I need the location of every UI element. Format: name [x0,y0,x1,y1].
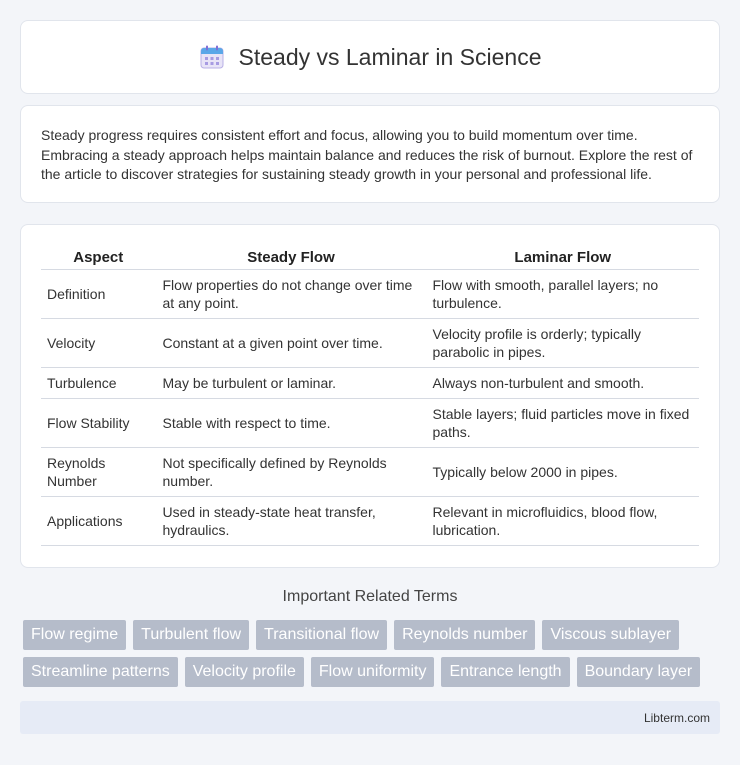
table-cell: Flow with smooth, parallel layers; no turbulence. [426,270,699,319]
table-cell: Definition [41,270,156,319]
comparison-card [20,224,720,568]
table-row [41,270,699,319]
table-cell: Applications [41,497,156,546]
related-terms-list [23,620,723,687]
column-header: Steady Flow [156,243,426,270]
table-cell: Stable layers; fluid particles move in fixed paths. [426,399,699,448]
table-cell: Used in steady-state heat transfer, hydraulics. [156,497,426,546]
intro-card [20,105,720,203]
column-header: Laminar Flow [426,243,699,270]
table-row [41,448,699,497]
related-term-tag[interactable]: Transitional flow [256,620,387,650]
related-term-tag[interactable]: Streamline patterns [23,657,178,687]
related-term-tag[interactable]: Viscous sublayer [542,620,679,650]
related-terms-title: Important Related Terms [282,588,458,605]
intro-text: Steady progress requires consistent effort and focus, allowing you to build momentum over time. Embracing a steady approach helps maintain balance and reduces the risk of burnout. Explore the rest of the article to discover strategies for sustaining steady growth in your personal and professional life. [41,127,693,182]
table-cell: Typically below 2000 in pipes. [426,448,699,497]
related-term-tag[interactable]: Velocity profile [185,657,304,687]
table-cell: Not specifically defined by Reynolds number. [156,448,426,497]
table-cell: Turbulence [41,368,156,399]
table-cell: Constant at a given point over time. [156,319,426,368]
related-term-tag[interactable]: Reynolds number [394,620,535,650]
table-cell: Relevant in microfluidics, blood flow, lubrication. [426,497,699,546]
table-row [41,399,699,448]
table-cell: Flow properties do not change over time at any point. [156,270,426,319]
related-term-tag[interactable]: Flow regime [23,620,126,650]
table-row [41,319,699,368]
table-cell: Always non-turbulent and smooth. [426,368,699,399]
table-cell: Flow Stability [41,399,156,448]
table-row [41,368,699,399]
footer-site-link[interactable]: Libterm.com [643,710,710,725]
table-cell: Reynolds Number [41,448,156,497]
page-title: Steady vs Laminar in Science [238,43,542,70]
table-cell: Velocity [41,319,156,368]
table-row [41,497,699,546]
header-card [20,20,720,94]
related-term-tag[interactable]: Boundary layer [577,657,701,687]
calendar-icon [199,44,225,70]
comparison-table [41,243,699,546]
related-term-tag[interactable]: Turbulent flow [133,620,249,650]
related-term-tag[interactable]: Entrance length [441,657,569,687]
table-cell: May be turbulent or laminar. [156,368,426,399]
table-cell: Stable with respect to time. [156,399,426,448]
table-header-row [41,243,699,270]
column-header: Aspect [41,243,156,270]
footer [20,701,720,734]
table-cell: Velocity profile is orderly; typically parabolic in pipes. [426,319,699,368]
related-term-tag[interactable]: Flow uniformity [311,657,435,687]
